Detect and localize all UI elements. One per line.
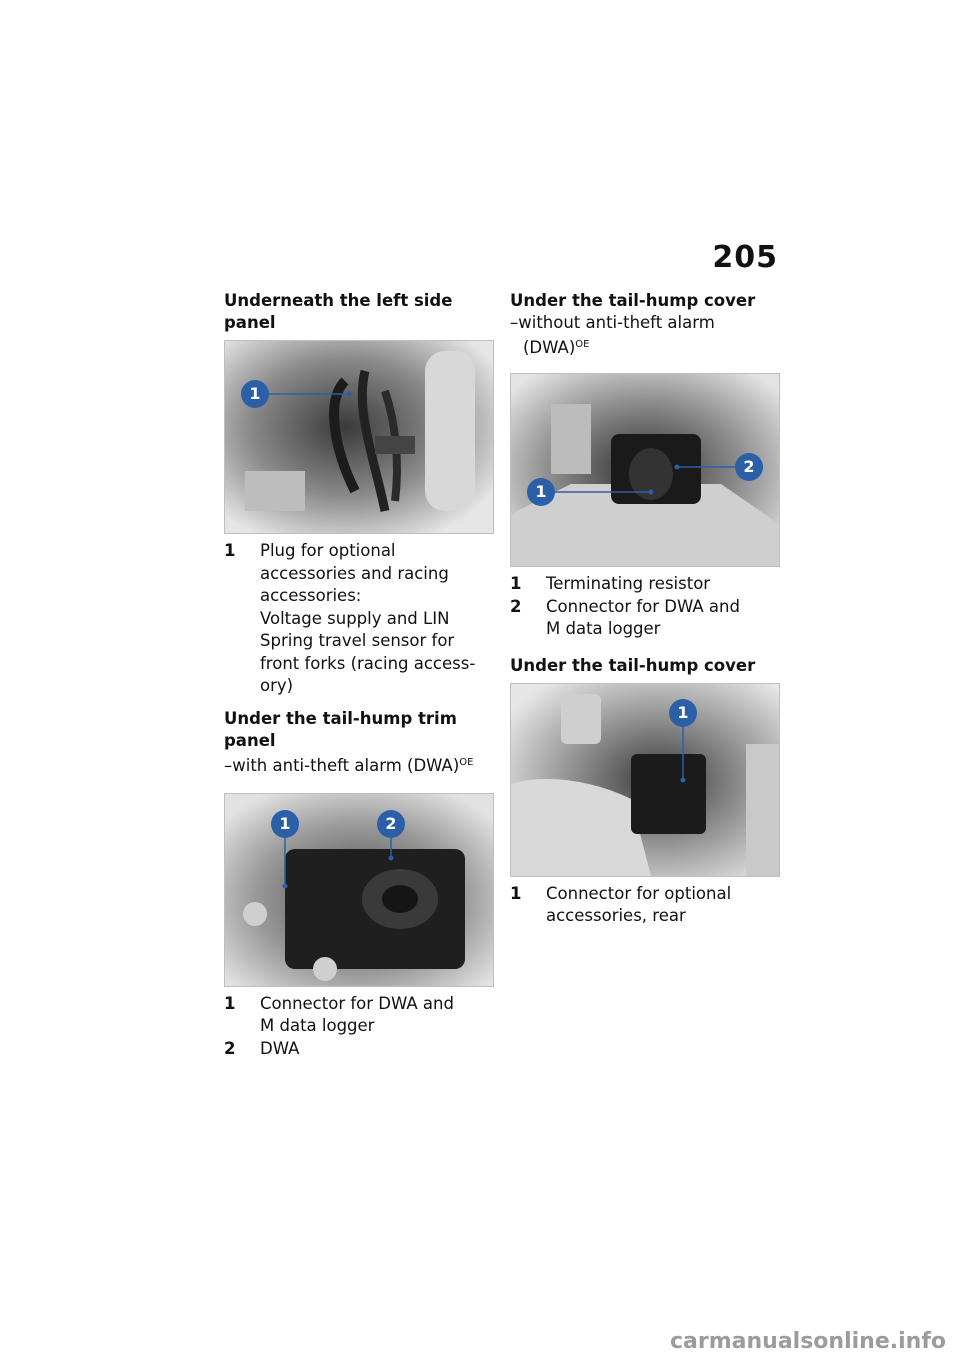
right-column: [510, 290, 780, 928]
legend-line: accessories:: [260, 586, 362, 605]
oe-superscript: OE: [459, 756, 474, 768]
legend-text: [260, 993, 494, 1038]
legend-left-side-panel: [224, 540, 494, 698]
callout-2-badge: 2: [385, 813, 397, 833]
legend-line: Terminating resistor: [546, 574, 711, 593]
legend-number: 1: [224, 993, 236, 1013]
callout-2-badge: 2: [743, 457, 755, 476]
legend-item: [224, 1038, 494, 1061]
legend-line: Connector for DWA and: [546, 596, 740, 616]
legend-line: Connector for DWA and: [260, 993, 454, 1013]
legend-item: [510, 573, 780, 596]
legend-text: [546, 573, 780, 596]
legend-text: [260, 540, 494, 698]
figure-tail-hump-cover: [510, 683, 780, 877]
watermark: carmanualsonline.info: [670, 1329, 946, 1354]
callout-1-badge: 1: [249, 384, 261, 403]
callout-1-badge: 1: [535, 482, 547, 501]
legend-item: [224, 540, 494, 698]
left-column: [224, 290, 494, 1060]
oe-superscript: OE: [575, 339, 590, 350]
section-heading-tail-hump-cover: Under the tail-hump cover: [510, 655, 756, 675]
callout-1-badge: 1: [677, 702, 689, 722]
figure-left-side-panel: [224, 340, 494, 534]
legend-line: M data logger: [260, 1016, 375, 1035]
callout-1-badge: 1: [279, 813, 291, 833]
legend-line: DWA: [260, 1038, 300, 1058]
legend-item: [224, 993, 494, 1038]
subheading-text: –with anti-theft alarm (DWA): [224, 755, 460, 775]
legend-tail-hump-cover-no-dwa: [510, 573, 780, 641]
legend-number: 1: [224, 541, 236, 560]
legend-number: 1: [510, 574, 522, 593]
section-heading-tail-hump-trim-line1: Under the tail-hump trim: [224, 708, 457, 728]
page-number: 205: [712, 240, 778, 275]
section-heading-tail-hump-trim-line2: panel: [224, 730, 276, 750]
legend-line: M data logger: [546, 619, 661, 638]
section-subheading: [224, 752, 494, 777]
legend-line: Spring travel sensor for: [260, 631, 455, 650]
legend-line: Voltage supply and LIN: [260, 608, 450, 628]
legend-line: accessories and racing: [260, 563, 449, 583]
section-heading-tail-hump-cover-no-dwa: Under the tail-hump cover: [510, 291, 756, 310]
legend-number: 1: [510, 883, 522, 903]
legend-text: [546, 596, 780, 641]
section-subheading: –without anti-theft alarm: [510, 313, 715, 332]
legend-text: [260, 1038, 494, 1061]
legend-number: 2: [510, 596, 522, 616]
section-heading-left-side-panel: Underneath the left side panel: [224, 291, 453, 332]
legend-line: Connector for optional: [546, 883, 732, 903]
legend-line: Plug for optional: [260, 541, 396, 560]
legend-item: [510, 596, 780, 641]
legend-line: front forks (racing access-: [260, 653, 476, 673]
legend-tail-hump-trim: [224, 993, 494, 1061]
subheading-text: (DWA): [523, 338, 576, 357]
section-subheading-cont: [510, 334, 780, 359]
legend-text: [546, 883, 780, 928]
legend-number: 2: [224, 1038, 236, 1058]
legend-line: accessories, rear: [546, 906, 686, 925]
figure-tail-hump-trim: [224, 793, 494, 987]
legend-line: ory): [260, 676, 294, 695]
legend-tail-hump-cover: [510, 883, 780, 928]
figure-tail-hump-cover-no-dwa: [510, 373, 780, 567]
legend-item: [510, 883, 780, 928]
